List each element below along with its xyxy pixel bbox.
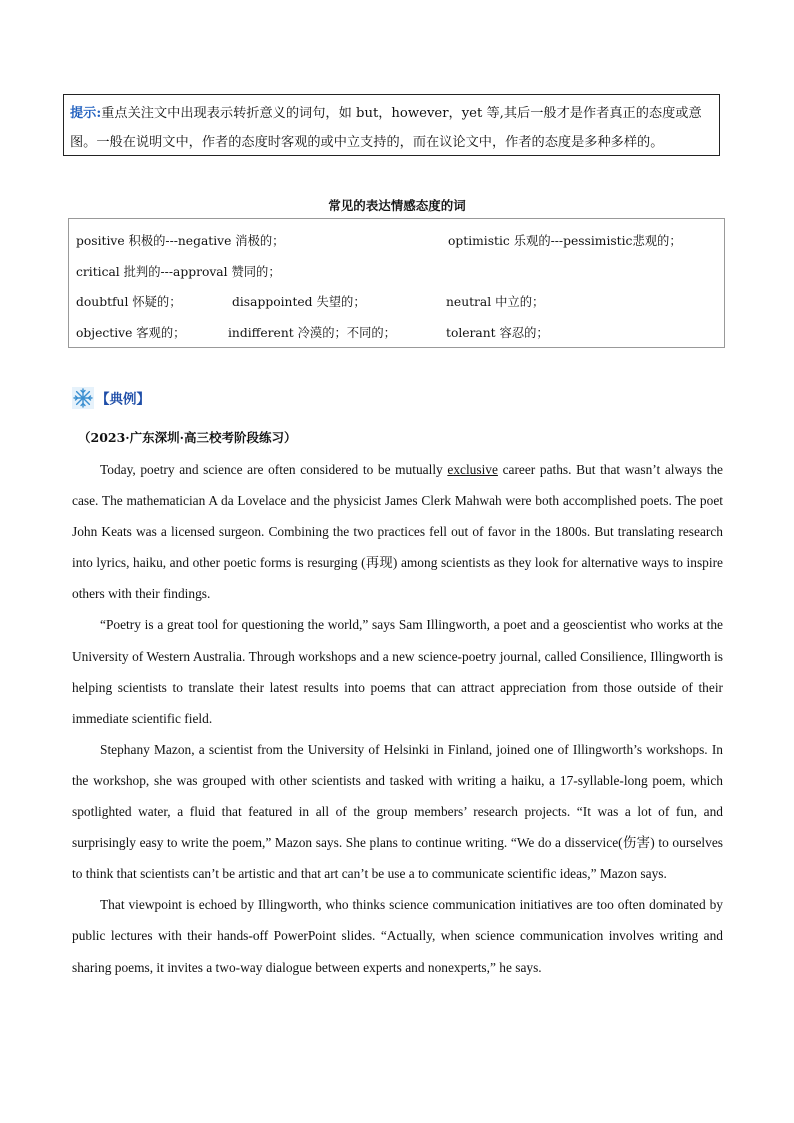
table-cell: optimistic 乐观的---pessimistic悲观的； — [448, 234, 682, 248]
example-heading-text: 【典例】 — [96, 391, 150, 408]
snowflake-icon — [72, 387, 94, 413]
paragraph-3: Stephany Mazon, a scientist from the University of Helsinki in Finland, joined one of Illingworth’s workshops. In the workshop, she was grouped with other scientists and tasked with writing a haiku, a 17-syllable-long poem, which spotlighted water, a fluid that featured in all of the group members’ research projects. “It was a lot of fun, and surprisingly easy to write the poem,” Mazon says. She plans to continue writing. “We do a disservice(伤害) to ourselves to think that scientists can’t be artistic and that art can’t be use a to communicate scientific ideas,” Mazon says. — [72, 741, 723, 882]
table-cell: critical 批判的---approval 赞同的； — [76, 265, 281, 279]
hint-label: 提示: — [70, 106, 102, 121]
table-cell: neutral 中立的； — [446, 295, 545, 309]
reading-passage — [72, 454, 723, 983]
attitude-words-table — [68, 218, 725, 348]
paragraph-4: That viewpoint is echoed by Illingworth, who thinks science communication initiatives are too often dominated by public lectures with their hands-off PowerPoint slides. “Actually, when science communication involves writing and sharing poems, it invites a two-way dialogue between experts and nonexperts,” he says. — [72, 897, 723, 975]
table-title: 常见的表达情感态度的词 — [328, 198, 466, 213]
paragraph-1-text: Today, poetry and science are often considered to be mutually — [100, 462, 448, 477]
table-cell: tolerant 容忍的； — [446, 326, 549, 340]
table-cell: objective 客观的； — [76, 326, 186, 340]
example-heading — [72, 387, 150, 413]
table-cell: positive 积极的---negative 消极的； — [76, 234, 285, 248]
question-source: （2023·广东深圳·高三校考阶段练习） — [78, 430, 297, 445]
paragraph-2: “Poetry is a great tool for questioning the world,” says Sam Illingworth, a poet and a geoscientist who works at the University of Western Australia. Through workshops and a new science-poetry journal, called Consilience, Illingworth is helping scientists to translate their latest results into poems that can attract appreciation from those outside of their immediate scientific field. — [72, 617, 723, 726]
table-cell: doubtful 怀疑的； — [76, 295, 182, 309]
hint-box — [63, 94, 720, 156]
paragraph-1 — [72, 454, 723, 609]
hint-text: 重点关注文中出现表示转折意义的词句，如 but，however，yet 等,其后一般才是作者真正的态度或意图。一般在说明文中，作者的态度时客观的或中立支持的，而在议论文中，作者的态度是多种多样的。 — [70, 106, 702, 150]
table-cell: disappointed 失望的； — [232, 295, 366, 309]
underlined-word: exclusive — [447, 462, 498, 477]
table-cell: indifferent 冷漠的；不同的； — [228, 326, 396, 340]
paragraph-1-text-cont: career paths. But that wasn’t always the case. The mathematician A da Lovelace and the physicist James Clerk Mahwah were both accomplished poets. The poet John Keats was a licensed surgeon. Combining the two practices fell out of favor in the 1800s. But translating research into lyrics, haiku, and other poetic forms is resurging (再现) among scientists as they look for alternative ways to inspire others with their findings. — [72, 462, 723, 602]
